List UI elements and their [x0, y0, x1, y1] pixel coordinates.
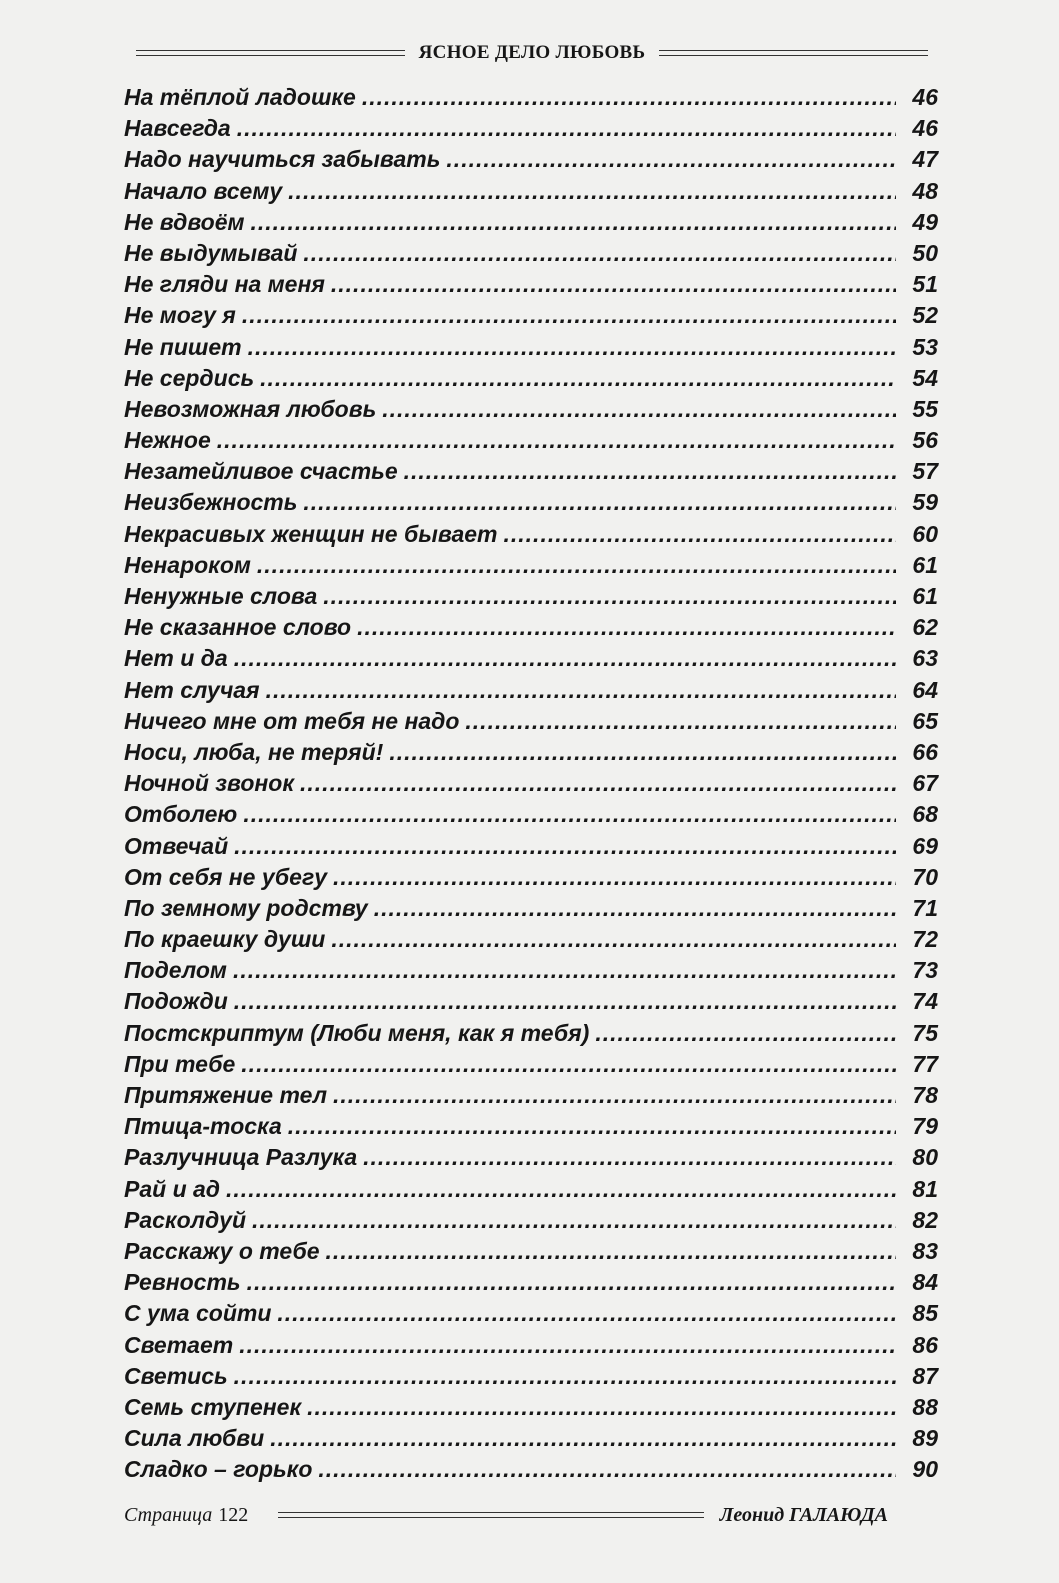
toc-dot-leader: [251, 207, 896, 238]
toc-dot-leader: [239, 1330, 896, 1361]
toc-entry: [124, 612, 938, 643]
toc-dot-leader: [362, 82, 896, 113]
toc-entry-page: 82: [912, 1206, 938, 1233]
toc-entry-title: Постскриптум (Люби меня, как я тебя): [124, 1019, 590, 1046]
toc-entry-page: 73: [912, 957, 938, 984]
toc-entry-title: Не пишет: [124, 333, 242, 360]
toc-dot-leader: [252, 1205, 896, 1236]
toc-dot-leader: [404, 456, 896, 487]
toc-entry-title: Светись: [124, 1362, 228, 1389]
toc-dot-leader: [237, 113, 896, 144]
toc-entry-title: Семь ступенек: [124, 1393, 302, 1420]
toc-entry-title: Сила любви: [124, 1425, 265, 1452]
footer-page-label: Страница 122: [124, 1503, 249, 1526]
toc-entry-title: Расколдуй: [124, 1206, 246, 1233]
toc-entry-page: 57: [912, 458, 938, 485]
toc-entry-page: 74: [912, 988, 938, 1015]
toc-entry-title: Отвечай: [124, 832, 229, 859]
toc-entry-page: 63: [912, 645, 938, 672]
toc-entry: [124, 207, 938, 238]
toc-entry-page: 56: [912, 427, 938, 454]
toc-entry: [124, 238, 938, 269]
toc-dot-leader: [234, 643, 896, 674]
toc-entry-page: 46: [912, 115, 938, 142]
toc-dot-leader: [257, 550, 896, 581]
toc-entry-title: Расскажу о тебе: [124, 1237, 320, 1264]
toc-entry-page: 78: [912, 1082, 938, 1108]
toc-dot-leader: [595, 1018, 896, 1049]
toc-entry: [124, 394, 938, 425]
toc-entry: [124, 675, 938, 706]
toc-entry: [124, 1454, 938, 1485]
header-rule-right: [659, 50, 928, 56]
toc-entry-page: 79: [912, 1113, 938, 1140]
toc-entry: [124, 1111, 938, 1142]
toc-entry: [124, 1142, 938, 1173]
toc-entry-title: Сладко – горько: [124, 1456, 313, 1483]
toc-entry: [124, 269, 938, 300]
table-of-contents: [124, 82, 938, 1485]
toc-entry: [124, 550, 938, 581]
toc-entry-page: 81: [912, 1175, 938, 1202]
toc-entry-page: 62: [912, 614, 938, 641]
toc-entry-page: 89: [912, 1425, 938, 1452]
toc-entry-page: 71: [912, 894, 938, 921]
toc-entry: [124, 332, 938, 363]
toc-entry-page: 60: [912, 520, 938, 547]
toc-entry-page: 90: [912, 1456, 938, 1483]
toc-entry: [124, 113, 938, 144]
toc-entry-title: Нежное: [124, 427, 211, 454]
toc-entry: [124, 706, 938, 737]
toc-entry: [124, 82, 938, 113]
toc-entry-title: По краешку души: [124, 926, 326, 953]
toc-entry: [124, 1361, 938, 1392]
toc-dot-leader: [241, 1049, 896, 1080]
toc-entry-page: 51: [912, 271, 938, 298]
toc-dot-leader: [303, 487, 896, 518]
toc-entry-title: Светает: [124, 1331, 234, 1358]
toc-entry-page: 53: [912, 333, 938, 360]
toc-entry-page: 69: [912, 832, 938, 859]
toc-entry-page: 50: [912, 239, 938, 266]
toc-entry: [124, 300, 938, 331]
toc-entry: [124, 1018, 938, 1049]
toc-dot-leader: [326, 1236, 896, 1267]
toc-entry-title: Некрасивых женщин не бывает: [124, 520, 498, 547]
toc-entry-title: Ничего мне от тебя не надо: [124, 707, 460, 734]
toc-entry: [124, 363, 938, 394]
toc-entry-page: 61: [912, 551, 938, 578]
toc-entry-title: Ненужные слова: [124, 583, 318, 609]
toc-dot-leader: [247, 1267, 896, 1298]
toc-entry-title: При тебе: [124, 1050, 236, 1077]
toc-entry: [124, 1298, 938, 1329]
toc-dot-leader: [233, 955, 896, 986]
toc-entry: [124, 1080, 938, 1111]
header-title: ЯСНОЕ ДЕЛО ЛЮБОВЬ: [418, 42, 646, 63]
toc-entry-title: Ненароком: [124, 551, 251, 578]
toc-entry-title: От себя не убегу: [124, 863, 328, 890]
toc-entry-title: Навсегда: [124, 115, 231, 142]
toc-entry: [124, 1330, 938, 1361]
toc-dot-leader: [333, 862, 896, 893]
toc-entry-title: Нет случая: [124, 676, 260, 703]
toc-entry: [124, 1049, 938, 1080]
toc-dot-leader: [465, 706, 896, 737]
toc-entry-page: 72: [912, 926, 938, 953]
toc-dot-leader: [389, 737, 896, 768]
toc-entry: [124, 643, 938, 674]
toc-entry-title: С ума сойти: [124, 1300, 272, 1327]
toc-entry-page: 83: [912, 1237, 938, 1264]
toc-dot-leader: [248, 332, 896, 363]
toc-dot-leader: [266, 675, 896, 706]
toc-entry: [124, 425, 938, 456]
toc-entry-page: 66: [912, 738, 938, 765]
toc-entry-title: Не сказанное слово: [124, 614, 352, 641]
toc-entry-title: Птица-тоска: [124, 1113, 282, 1140]
toc-entry-page: 61: [912, 583, 938, 609]
toc-entry-title: Не могу я: [124, 302, 236, 329]
footer-page-number: 122: [218, 1503, 249, 1526]
toc-entry: [124, 831, 938, 862]
toc-entry-title: Нет и да: [124, 645, 228, 672]
toc-entry-title: Не вдвоём: [124, 208, 245, 235]
toc-dot-leader: [331, 269, 896, 300]
toc-entry: [124, 176, 938, 207]
toc-entry-page: 86: [912, 1331, 938, 1358]
toc-entry: [124, 924, 938, 955]
toc-entry: [124, 955, 938, 986]
toc-entry-page: 65: [912, 707, 938, 734]
toc-entry-title: Не выдумывай: [124, 239, 298, 266]
toc-entry-title: Разлучница Разлука: [124, 1144, 358, 1171]
toc-entry-page: 85: [912, 1300, 938, 1327]
toc-dot-leader: [333, 1080, 896, 1111]
toc-dot-leader: [277, 1298, 896, 1329]
toc-entry-page: 47: [912, 146, 938, 173]
toc-entry-title: Не сердись: [124, 364, 255, 391]
toc-entry-title: Отболею: [124, 801, 238, 828]
toc-entry: [124, 487, 938, 518]
toc-entry-title: Рай и ад: [124, 1175, 221, 1202]
toc-dot-leader: [270, 1423, 896, 1454]
toc-dot-leader: [446, 144, 896, 175]
toc-dot-leader: [331, 924, 896, 955]
toc-dot-leader: [243, 799, 896, 830]
toc-dot-leader: [382, 394, 896, 425]
toc-entry: [124, 1392, 938, 1423]
toc-entry: [124, 799, 938, 830]
toc-entry-title: По земному родству: [124, 894, 368, 921]
toc-entry: [124, 519, 938, 550]
toc-dot-leader: [234, 986, 896, 1017]
toc-dot-leader: [303, 238, 896, 269]
page-footer: [124, 1500, 888, 1530]
running-header: [136, 40, 928, 66]
toc-dot-leader: [374, 893, 896, 924]
toc-entry-title: Невозможная любовь: [124, 395, 377, 422]
toc-entry-page: 55: [912, 395, 938, 422]
toc-entry-title: Подожди: [124, 988, 228, 1015]
footer-rule: [278, 1512, 703, 1518]
toc-entry-page: 84: [912, 1269, 938, 1296]
toc-entry-title: Начало всему: [124, 177, 283, 204]
toc-entry-page: 68: [912, 801, 938, 828]
toc-dot-leader: [288, 176, 896, 207]
toc-entry-title: Надо научиться забывать: [124, 146, 441, 173]
toc-entry-title: На тёплой ладошке: [124, 84, 356, 110]
toc-entry-page: 49: [912, 208, 938, 235]
toc-dot-leader: [357, 612, 896, 643]
toc-dot-leader: [323, 581, 896, 612]
toc-entry: [124, 1267, 938, 1298]
header-rule-left: [136, 50, 405, 56]
toc-entry-title: Не гляди на меня: [124, 271, 325, 298]
toc-dot-leader: [300, 768, 896, 799]
toc-entry: [124, 144, 938, 175]
toc-entry-title: Ревность: [124, 1269, 241, 1296]
toc-dot-leader: [307, 1392, 896, 1423]
toc-dot-leader: [363, 1142, 896, 1173]
toc-entry: [124, 1236, 938, 1267]
toc-entry-title: Незатейливое счастье: [124, 458, 398, 485]
toc-entry: [124, 581, 938, 612]
toc-entry: [124, 1174, 938, 1205]
toc-entry-title: Ночной звонок: [124, 770, 295, 797]
toc-dot-leader: [242, 300, 896, 331]
toc-entry-page: 88: [912, 1393, 938, 1420]
toc-entry-page: 87: [912, 1362, 938, 1389]
toc-entry-title: Притяжение тел: [124, 1082, 328, 1108]
toc-dot-leader: [234, 1361, 896, 1392]
footer-author: Леонид ГАЛАЮДА: [719, 1503, 888, 1526]
toc-dot-leader: [288, 1111, 896, 1142]
toc-dot-leader: [260, 363, 896, 394]
toc-entry-page: 67: [912, 770, 938, 797]
toc-entry-page: 48: [912, 177, 938, 204]
toc-entry-page: 77: [912, 1050, 938, 1077]
toc-entry: [124, 768, 938, 799]
toc-entry: [124, 1205, 938, 1236]
toc-entry-title: Неизбежность: [124, 489, 298, 516]
toc-entry-title: Поделом: [124, 957, 227, 984]
toc-entry: [124, 737, 938, 768]
toc-entry: [124, 986, 938, 1017]
toc-dot-leader: [217, 425, 896, 456]
toc-entry-page: 75: [912, 1019, 938, 1046]
toc-entry: [124, 862, 938, 893]
toc-entry-page: 54: [912, 364, 938, 391]
toc-entry-page: 64: [912, 676, 938, 703]
toc-dot-leader: [318, 1454, 896, 1485]
toc-entry-page: 46: [912, 84, 938, 110]
toc-entry-page: 52: [912, 302, 938, 329]
toc-entry: [124, 1423, 938, 1454]
toc-entry-page: 80: [912, 1144, 938, 1171]
toc-dot-leader: [504, 519, 897, 550]
toc-entry-page: 70: [912, 863, 938, 890]
toc-entry-title: Носи, люба, не теряй!: [124, 738, 384, 765]
toc-dot-leader: [226, 1174, 896, 1205]
toc-entry-page: 59: [912, 489, 938, 516]
toc-dot-leader: [234, 831, 896, 862]
toc-entry: [124, 456, 938, 487]
toc-entry: [124, 893, 938, 924]
